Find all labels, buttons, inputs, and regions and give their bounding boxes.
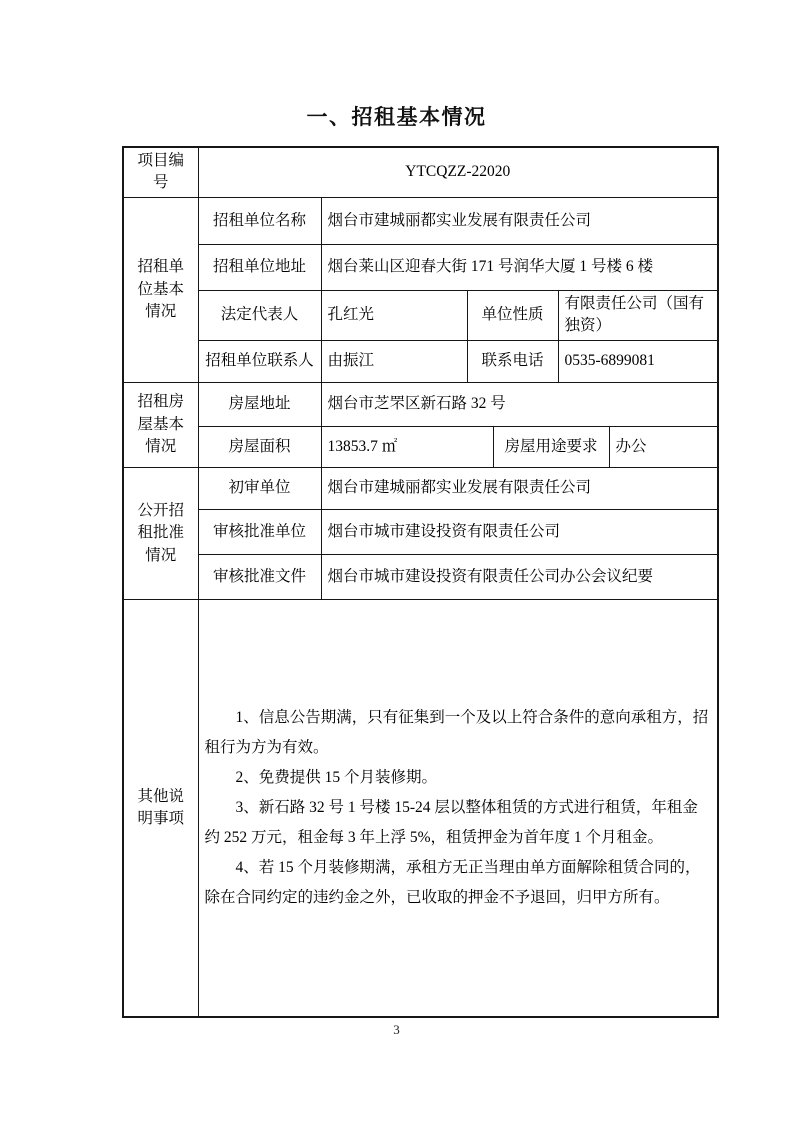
house-use-value: 办公 [609,426,718,467]
house-use-label: 房屋用途要求 [493,426,609,467]
approve-doc-value: 烟台市城市建设投资有限责任公司办公会议纪要 [321,554,718,599]
unit-nature-label: 单位性质 [467,290,558,340]
contact-phone-value: 0535-6899081 [558,340,718,382]
unit-name-value: 烟台市建城丽都实业发展有限责任公司 [321,197,718,244]
unit-nature-value: 有限责任公司（国有独资） [558,290,718,340]
house-area-value: 13853.7 ㎡ [321,426,493,467]
project-id-value: YTCQZZ-22020 [198,147,718,197]
house-area-label: 房屋面积 [198,426,321,467]
row-unit-name [123,197,718,244]
row-first-review [123,467,718,509]
page-number: 3 [393,1022,400,1037]
row-house-area [123,426,718,467]
approve-unit-label: 审核批准单位 [198,509,321,554]
rental-info-table [122,146,719,1018]
unit-address-value: 烟台莱山区迎春大街 171 号润华大厦 1 号楼 6 楼 [321,244,718,290]
note-item-2: 2、免费提供 15 个月装修期。 [235,769,438,787]
approval-group-label: 公开招租批准情况 [123,467,198,599]
unit-name-label: 招租单位名称 [198,197,321,244]
project-id-label: 项目编号 [123,147,198,197]
approve-doc-label: 审核批准文件 [198,554,321,599]
row-unit-address [123,244,718,290]
row-legal-rep [123,290,718,340]
unit-contact-label: 招租单位联系人 [198,340,321,382]
note-item-4: 4、若 15 个月装修期满，承租方无正当理由单方面解除租赁合同的，除在合同约定的违约金之外，已收取的押金不予退回，归甲方所有。 [204,859,701,907]
unit-address-label: 招租单位地址 [198,244,321,290]
unit-contact-value: 由振江 [321,340,467,382]
note-item-1: 1、信息公告期满，只有征集到一个及以上符合条件的意向承租方，招租行为方为有效。 [204,709,709,757]
notes-content [198,599,718,1017]
row-house-address [123,382,718,426]
legal-rep-label: 法定代表人 [198,290,321,340]
house-group-label: 招租房屋基本情况 [123,382,198,467]
house-address-value: 烟台市芝罘区新石路 32 号 [321,382,718,426]
house-address-label: 房屋地址 [198,382,321,426]
unit-group-label: 招租单位基本情况 [123,197,198,382]
row-approve-doc [123,554,718,599]
row-project-id [123,147,718,197]
approve-unit-value: 烟台市城市建设投资有限责任公司 [321,509,718,554]
first-review-label: 初审单位 [198,467,321,509]
first-review-value: 烟台市建城丽都实业发展有限责任公司 [321,467,718,509]
row-contact [123,340,718,382]
row-approve-unit [123,509,718,554]
contact-phone-label: 联系电话 [467,340,558,382]
legal-rep-value: 孔红光 [321,290,467,340]
row-notes [123,599,718,1017]
notes-group-label: 其他说明事项 [123,599,198,1017]
page-title: 一、招租基本情况 [306,105,487,129]
note-item-3: 3、新石路 32 号 1 号楼 15-24 层以整体租赁的方式进行租赁，年租金约 252 万元，租金每 3 年上浮 5%，租赁押金为首年度 1 个月租金。 [204,799,698,847]
